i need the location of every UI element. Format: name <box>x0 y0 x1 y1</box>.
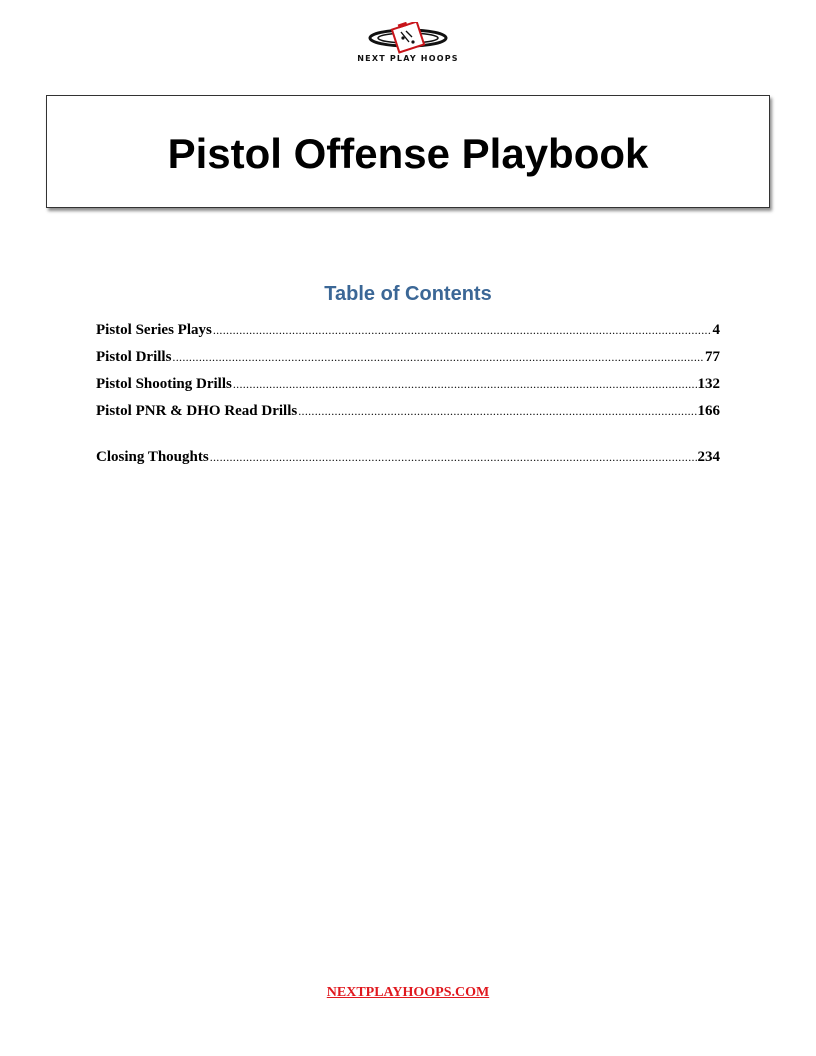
toc-dot-leader <box>298 403 696 420</box>
toc-entry-label: Pistol Series Plays <box>96 322 212 338</box>
toc-dot-leader <box>233 376 697 393</box>
logo-text: NEXT PLAY HOOPS <box>357 54 459 63</box>
toc-entry-closing-thoughts[interactable] <box>96 449 720 469</box>
toc-entry-page: 77 <box>705 349 720 365</box>
toc-dot-leader <box>172 349 704 366</box>
whistle-clipboard-logo-icon <box>365 22 451 54</box>
toc-entry-pistol-pnr-dho-read-drills[interactable] <box>96 403 720 423</box>
toc-entry-page: 234 <box>697 449 720 465</box>
website-link[interactable]: NEXTPLAYHOOPS.COM <box>326 985 490 1000</box>
toc-entry-label: Closing Thoughts <box>96 449 209 465</box>
toc-entry-label: Pistol Drills <box>96 349 172 365</box>
toc-entry-page: 132 <box>697 376 720 392</box>
toc-entry-label: Pistol PNR & DHO Read Drills <box>96 403 298 419</box>
toc-entry-label: Pistol Shooting Drills <box>96 376 232 392</box>
page-title: Pistol Offense Playbook <box>167 129 649 177</box>
toc-entry-pistol-series-plays[interactable] <box>96 322 720 342</box>
toc-entry-pistol-drills[interactable] <box>96 349 720 369</box>
toc-dot-leader <box>213 322 712 339</box>
title-box <box>46 95 770 208</box>
toc-entry-pistol-shooting-drills[interactable] <box>96 376 720 396</box>
toc-heading: Table of Contents <box>324 283 492 305</box>
toc-entry-page: 4 <box>712 322 720 338</box>
brand-logo <box>340 22 476 66</box>
toc-dot-leader <box>210 449 697 466</box>
toc-entry-page: 166 <box>697 403 720 419</box>
